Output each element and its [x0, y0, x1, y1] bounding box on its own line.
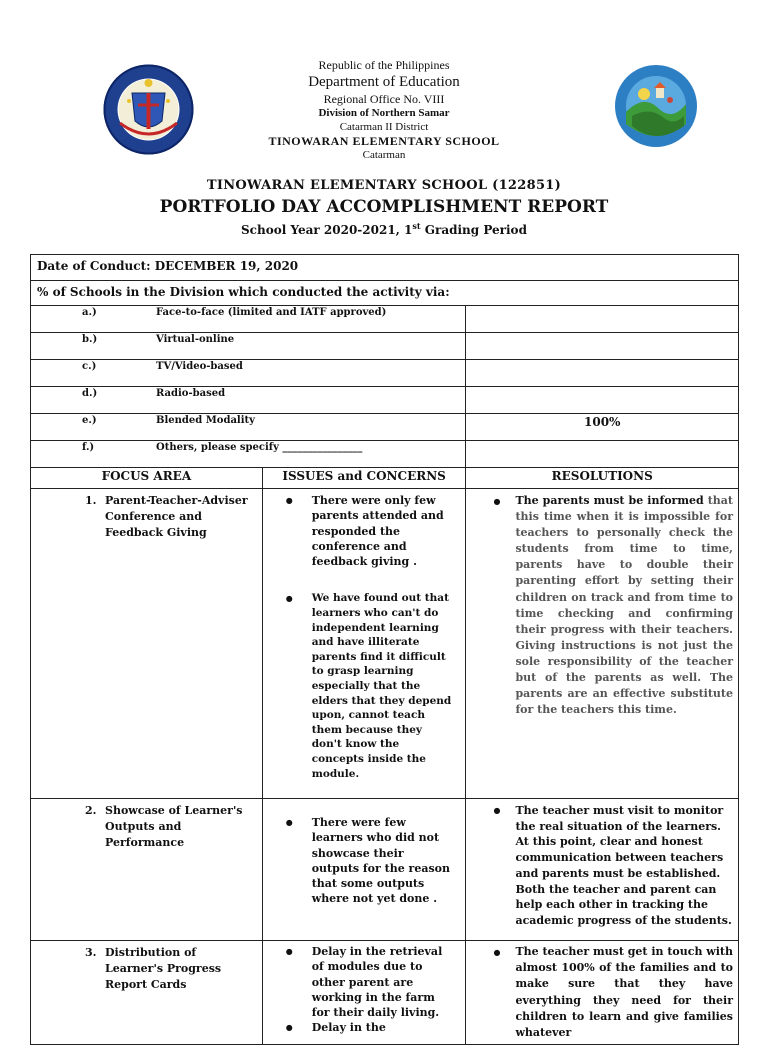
issue-item: ● Delay in the retrieval of modules due to other parent are working in the farm for their daily living.	[264, 944, 465, 1020]
modality-label: Others, please specify ________________	[156, 442, 363, 453]
date-of-conduct: Date of Conduct: DECEMBER 19, 2020	[31, 255, 739, 281]
resolutions-header: RESOLUTIONS	[466, 468, 739, 489]
resolution-lead: The parents must be informed	[515, 494, 704, 507]
focus-area-header: FOCUS AREA	[31, 468, 263, 489]
modality-letter: f.)	[82, 442, 95, 453]
school-id-title: TINOWARAN ELEMENTARY SCHOOL (122851)	[206, 178, 562, 193]
percent-label: % of Schools in the Division which conducted the activity via:	[31, 281, 739, 306]
issues-header: ISSUES and CONCERNS	[262, 468, 466, 489]
modality-row-d	[31, 387, 739, 414]
column-headers	[31, 468, 739, 489]
focus-area-text: Showcase of Learner's Outputs and Performance	[105, 804, 243, 849]
modality-row-c	[31, 360, 739, 387]
focus-area-text: Parent-Teacher-Adviser Conference and Feedback Giving	[105, 494, 248, 539]
report-title: PORTFOLIO DAY ACCOMPLISHMENT REPORT	[159, 197, 609, 217]
school-line: TINOWARAN ELEMENTARY SCHOOL	[268, 134, 500, 149]
modality-value: 100%	[466, 414, 739, 441]
modality-letter: e.)	[82, 415, 97, 426]
modality-label: Blended Modality	[156, 415, 255, 426]
focus-number: 1.	[85, 494, 97, 507]
modality-letter: a.)	[82, 307, 97, 318]
resolution-item: ● The teacher must get in touch with almost 100% of the families and to make sure that they have everything they need for their children to learn and give families whatever	[467, 944, 737, 1041]
modality-row-b	[31, 333, 739, 360]
modality-letter: d.)	[82, 388, 98, 399]
town-line: Catarman	[362, 149, 406, 162]
republic-line: Republic of the Philippines	[318, 58, 450, 72]
letterhead	[0, 58, 768, 163]
modality-row-a	[31, 306, 739, 333]
modality-letter: c.)	[82, 361, 97, 372]
modality-value	[466, 333, 739, 360]
resolution-rest: that this time when it is impossible for teachers to personally check the students from time to time, parents have to double their parenting effort by setting their children on track and from time to time checking and confirming their progress with their teachers. Giving instructions is not just the sole responsibility of the teacher but of the parents as well. The parents are an effective substitute for the teachers this time.	[515, 494, 734, 717]
issue-item: ● Delay in the	[264, 1020, 465, 1035]
focus-number: 3.	[85, 946, 97, 959]
modality-row-e	[31, 414, 739, 441]
region-line: Regional Office No. VIII	[323, 91, 445, 106]
focus-area-text: Distribution of Learner's Progress Report Cards	[105, 946, 222, 991]
modality-value	[466, 360, 739, 387]
division-line: Division of Northern Samar	[318, 106, 450, 119]
modality-label: Virtual-online	[156, 334, 235, 345]
modality-letter: b.)	[82, 334, 98, 345]
school-year-line	[0, 221, 768, 237]
issue-item: ● There were few learners who did not showcase their outputs for the reason that some outputs where not yet done .	[264, 815, 465, 907]
department-line: Department of Education	[308, 74, 460, 90]
report-titles	[0, 178, 768, 237]
modality-label: Face-to-face (limited and IATF approved)	[156, 307, 387, 318]
modality-row-f	[31, 441, 739, 468]
modality-label: TV/Video-based	[156, 361, 243, 372]
school-year-sup: st	[412, 221, 421, 231]
focus-row-1	[31, 489, 739, 799]
resolution-item	[467, 493, 737, 718]
focus-row-3	[31, 941, 739, 1045]
modality-value	[466, 306, 739, 333]
resolution-item: ● The teacher must visit to monitor the real situation of the learners. At this point, clear and honest communication between teachers and parents must be established. Both the teacher and parent can help each other in tracking the academic progress of the students.	[467, 803, 737, 929]
district-line: Catarman II District	[339, 120, 429, 133]
accomplishment-table	[30, 254, 739, 1045]
school-year-suffix: Grading Period	[420, 223, 527, 237]
issue-item: ● We have found out that learners who can't do independent learning and have illiterate parents find it difficult to grasp learning especially that the elders that they depend upon, cannot teach them because they don't know the concepts inside the module.	[264, 591, 465, 781]
school-year-prefix: School Year 2020-2021, 1	[241, 223, 413, 237]
focus-row-2	[31, 799, 739, 941]
issue-item: ● There were only few parents attended and responded the conference and feedback giving .	[264, 493, 465, 569]
focus-number: 2.	[85, 804, 97, 817]
modality-value	[466, 387, 739, 414]
modality-value	[466, 441, 739, 468]
modality-label: Radio-based	[156, 388, 226, 399]
